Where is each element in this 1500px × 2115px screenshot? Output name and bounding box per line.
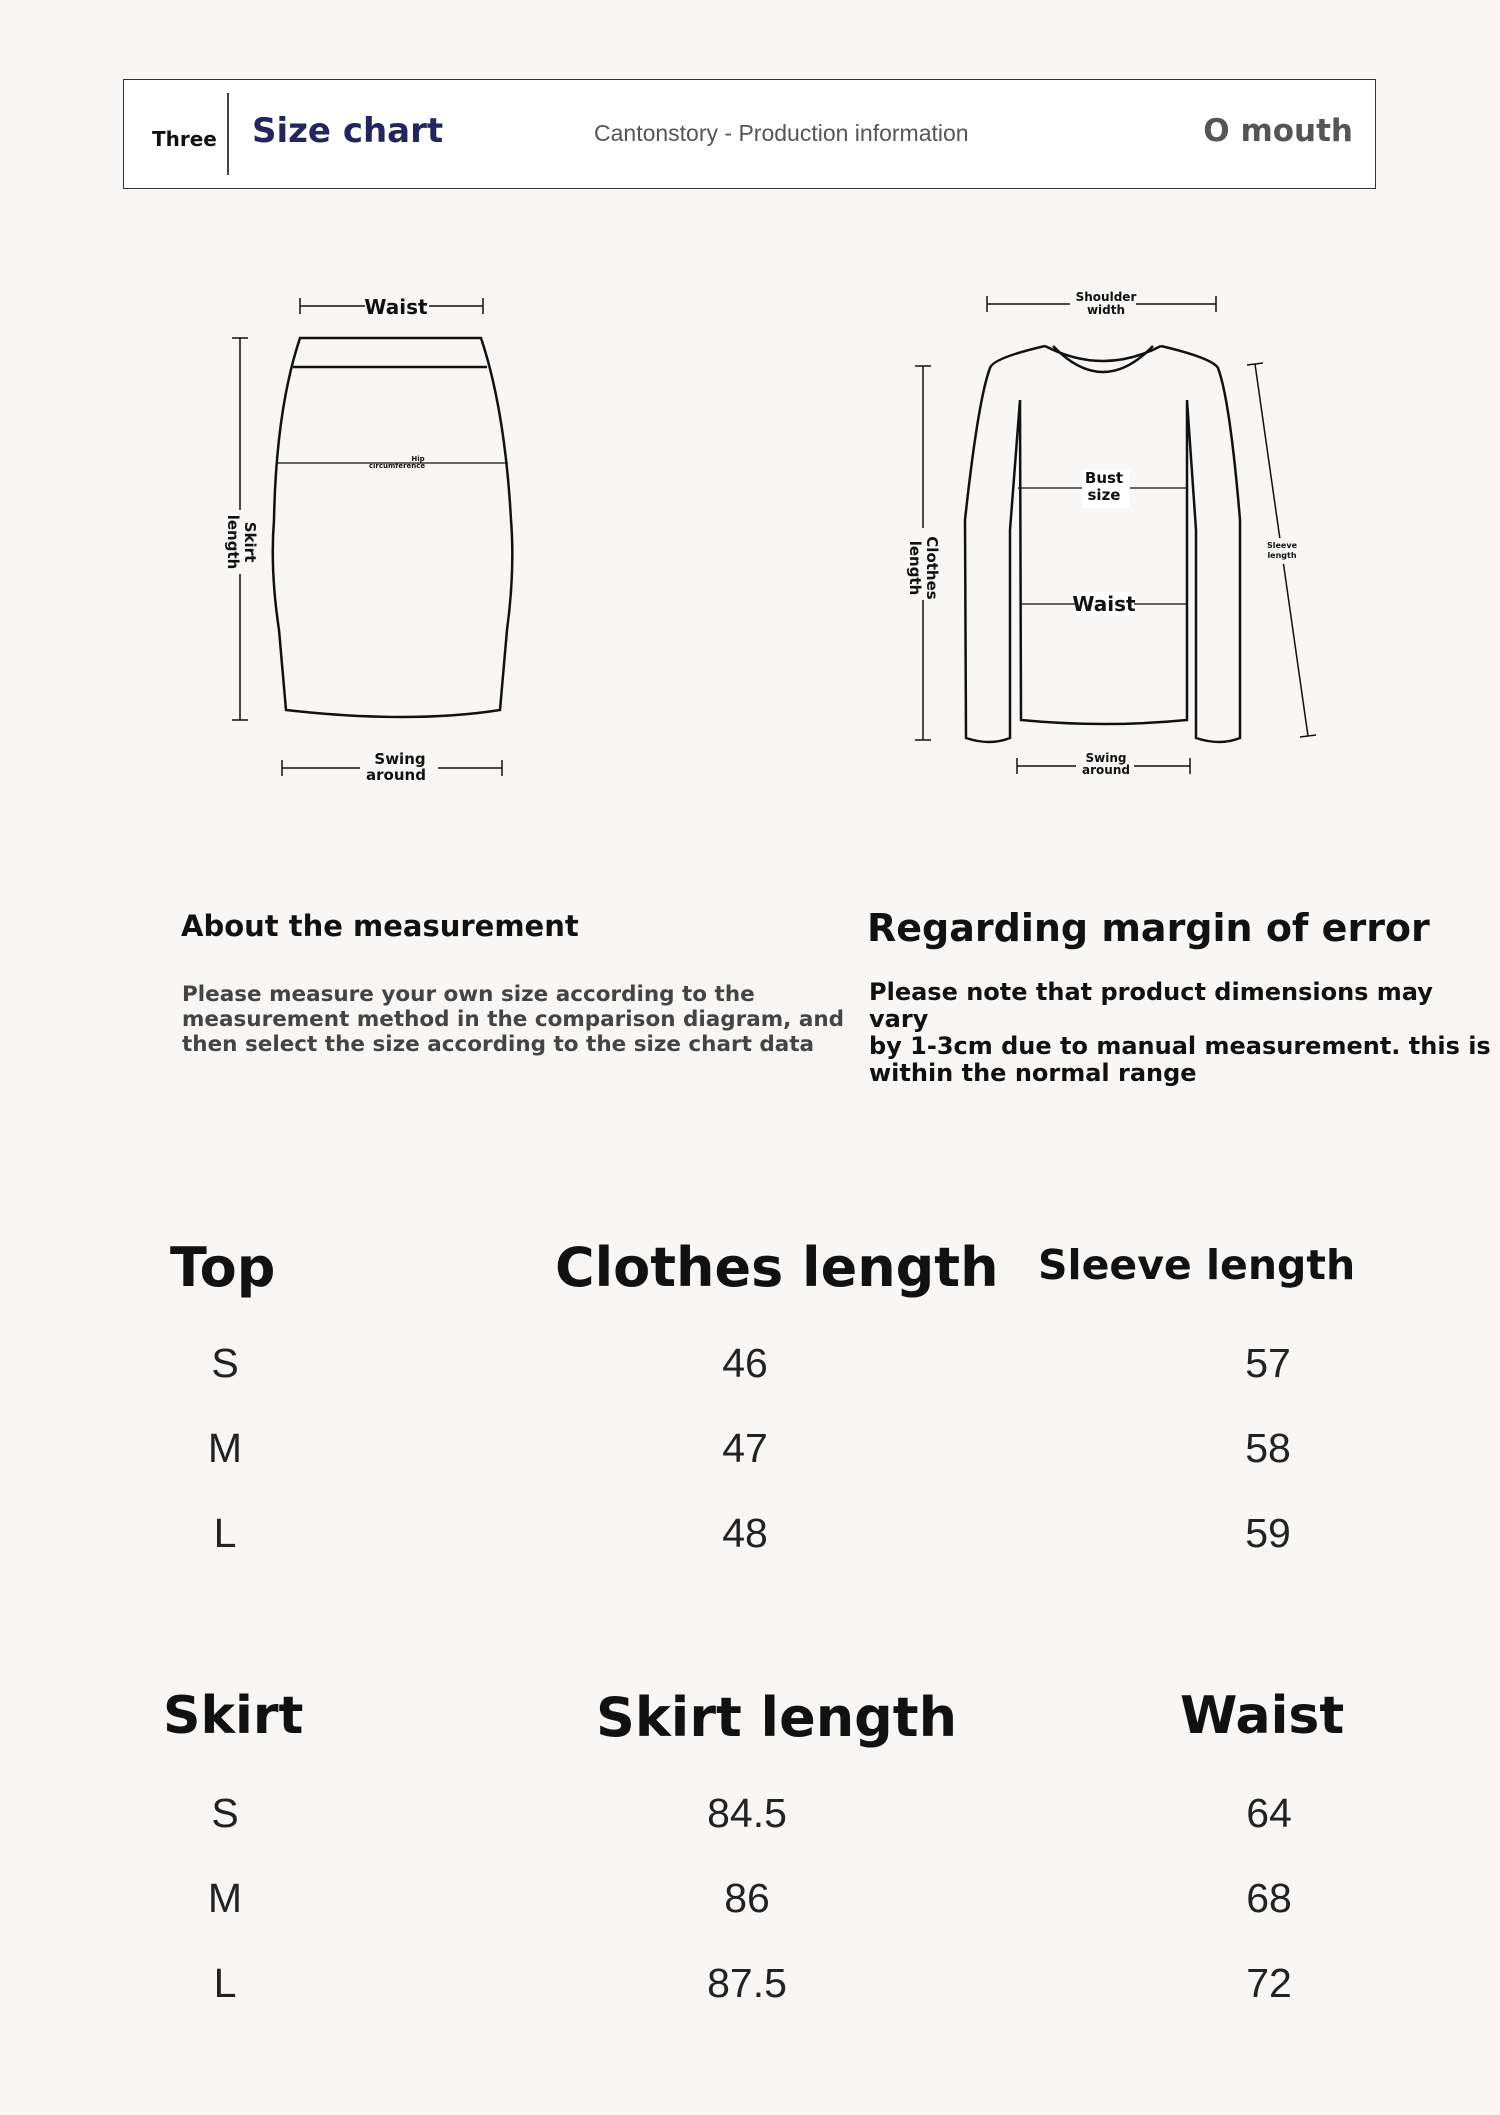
skirt-length-label-1: Skirt [241, 521, 259, 563]
top-length-label-2: length [906, 540, 924, 596]
header-subtitle: Cantonstory - Production information [594, 120, 969, 146]
top-shoulder-label-2: width [1086, 303, 1126, 317]
section-header [123, 79, 1376, 189]
skirt-swing-label-2: around [366, 766, 426, 784]
top-bust-label-1: Bust [1084, 469, 1124, 487]
top-sleeve-label-1: Sleeve [1267, 541, 1297, 550]
skirt-cell-size: S [211, 1790, 239, 1836]
top-shoulder-label-1: Shoulder [1075, 290, 1137, 304]
top-length-label-1: Clothes [923, 536, 941, 600]
skirt-cell-waist: 72 [1246, 1960, 1292, 2006]
error-title: Regarding margin of error [867, 906, 1430, 950]
top-cell-size: M [207, 1425, 243, 1471]
top-swing-label-1: Swing [1085, 751, 1127, 765]
top-waist-label: Waist [1072, 592, 1136, 616]
header-right-label: O mouth [1203, 113, 1353, 149]
top-cell-size: S [211, 1340, 239, 1386]
skirt-hip-label-2: circumference [368, 462, 426, 470]
page-title: Size chart [252, 111, 444, 151]
top-cell-sleeve: 59 [1245, 1510, 1291, 1556]
measurement-line: then select the size according to the size chart data [182, 1032, 815, 1057]
top-cell-length: 46 [722, 1340, 768, 1386]
error-line: within the normal range [869, 1059, 1197, 1087]
top-cell-size: L [213, 1510, 237, 1556]
skirt-hip-label-1: Hip [411, 455, 425, 463]
top-cell-sleeve: 57 [1245, 1340, 1291, 1386]
skirt-diagram [200, 280, 540, 800]
top-cell-sleeve: 58 [1245, 1425, 1291, 1471]
top-cell-length: 47 [722, 1425, 768, 1471]
top-bust-label-2: size [1087, 486, 1121, 504]
top-table-header-sleeve: Sleeve length [1038, 1241, 1356, 1289]
measurement-line: Please measure your own size according to the [182, 982, 755, 1007]
skirt-length-label-2: length [224, 514, 242, 570]
top-table-header-length: Clothes length [555, 1236, 999, 1299]
error-line: by 1-3cm due to manual measurement. this is [869, 1032, 1491, 1060]
skirt-cell-size: M [207, 1875, 243, 1921]
skirt-cell-length: 84.5 [707, 1790, 787, 1836]
error-text [869, 979, 1500, 1087]
skirt-cell-waist: 64 [1246, 1790, 1292, 1836]
skirt-cell-size: L [213, 1960, 237, 2006]
skirt-swing-label-1: Swing [374, 750, 426, 768]
measurement-text [182, 982, 844, 1057]
measurement-line: measurement method in the comparison diagram, and [182, 1007, 845, 1032]
skirt-table-header-waist: Waist [1180, 1686, 1345, 1746]
error-line: Please note that product dimensions may vary [869, 978, 1433, 1033]
top-diagram [890, 280, 1330, 800]
skirt-cell-waist: 68 [1246, 1875, 1292, 1921]
top-swing-label-2: around [1082, 763, 1130, 777]
top-table-header-size: Top [170, 1236, 276, 1299]
top-sleeve-label-2: length [1267, 551, 1297, 560]
skirt-table-header-size: Skirt [163, 1686, 304, 1746]
skirt-waist-label: Waist [364, 295, 428, 319]
section-number: Three [152, 127, 217, 151]
measurement-title: About the measurement [181, 909, 579, 943]
header-divider [227, 93, 229, 175]
top-cell-length: 48 [722, 1510, 768, 1556]
skirt-cell-length: 86 [724, 1875, 770, 1921]
skirt-cell-length: 87.5 [707, 1960, 787, 2006]
skirt-table-header-length: Skirt length [596, 1686, 958, 1749]
